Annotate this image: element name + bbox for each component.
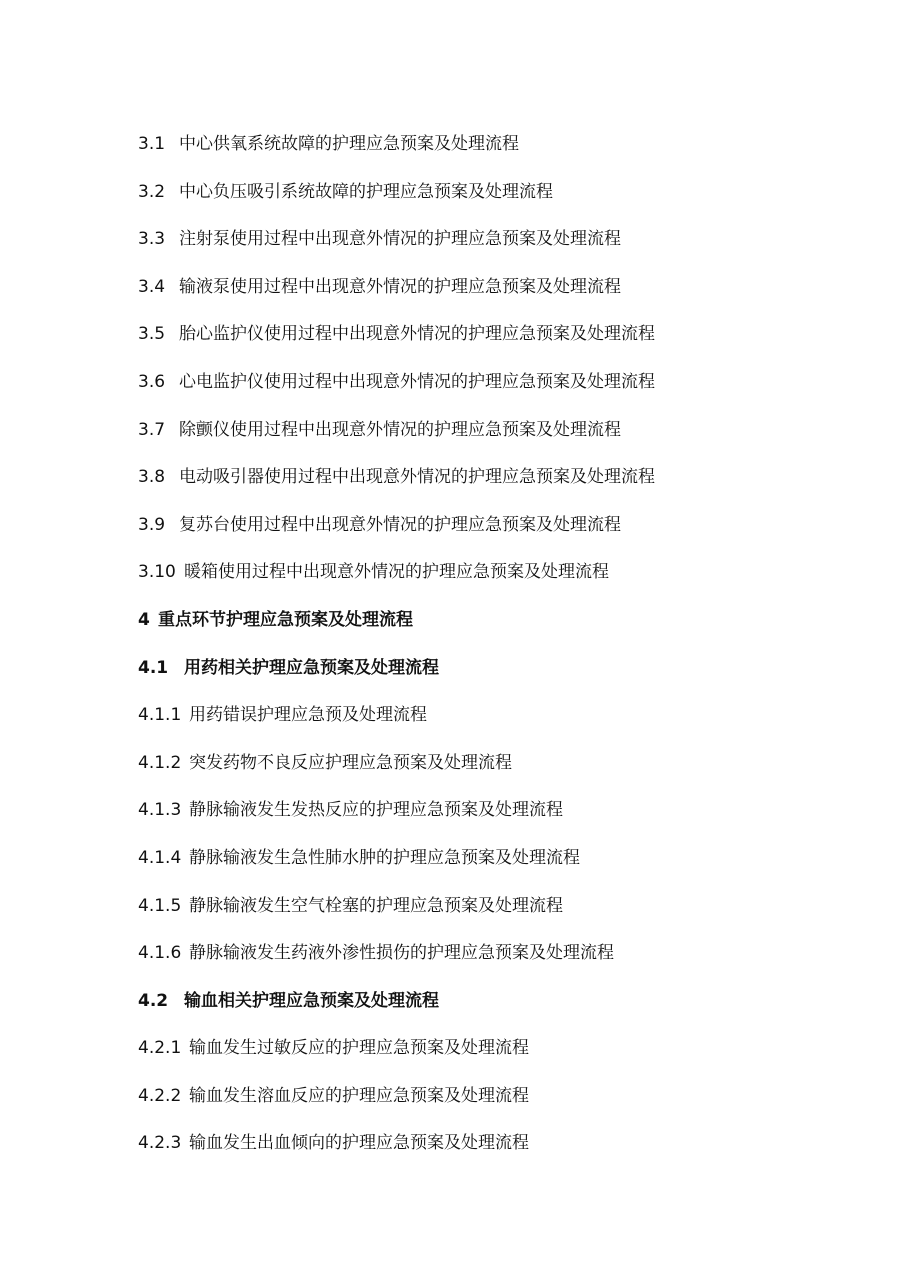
toc-entry: [138, 178, 878, 226]
toc-entry-title: 静脉输液发生空气栓塞的护理应急预案及处理流程: [189, 895, 563, 916]
toc-entry-title: 复苏台使用过程中出现意外情况的护理应急预案及处理流程: [179, 514, 621, 535]
toc-entry-number: 3.7: [138, 419, 166, 440]
toc-entry-title: 输液泵使用过程中出现意外情况的护理应急预案及处理流程: [179, 276, 621, 297]
toc-entry-title: 注射泵使用过程中出现意外情况的护理应急预案及处理流程: [179, 229, 621, 250]
toc-entry-title: 输血发生出血倾向的护理应急预案及处理流程: [189, 1133, 529, 1154]
toc-entry-number: 4.1.1: [138, 705, 182, 726]
toc-entry-title: 输血发生溶血反应的护理应急预案及处理流程: [189, 1085, 529, 1106]
toc-entry: [138, 320, 878, 368]
toc-entry-title: 输血相关护理应急预案及处理流程: [184, 990, 439, 1011]
toc-entry-title: 除颤仪使用过程中出现意外情况的护理应急预案及处理流程: [179, 419, 621, 440]
toc-entry: [138, 463, 878, 511]
toc-entry-title: 突发药物不良反应护理应急预案及处理流程: [189, 752, 512, 773]
toc-entry-number: 4.1.6: [138, 943, 182, 964]
toc-entry-title: 中心供氧系统故障的护理应急预案及处理流程: [179, 134, 519, 154]
toc-entry-number: 4.2.1: [138, 1038, 182, 1059]
toc-entry: [138, 416, 878, 464]
toc-entry: [138, 844, 878, 892]
toc-entry-title: 胎心监护仪使用过程中出现意外情况的护理应急预案及处理流程: [179, 324, 655, 345]
toc-entry-number: 3.8: [138, 467, 166, 488]
toc-entry: [138, 225, 878, 273]
toc-entry-number: 4.1.5: [138, 895, 182, 916]
toc-chapter-heading: [138, 606, 878, 654]
toc-entry-title: 暖箱使用过程中出现意外情况的护理应急预案及处理流程: [184, 562, 609, 583]
toc-entry-number: 4.2: [138, 990, 169, 1011]
toc-section-heading: [138, 654, 878, 702]
table-of-contents: [138, 130, 878, 1177]
toc-entry-number: 3.1: [138, 134, 166, 154]
toc-entry-number: 3.5: [138, 324, 166, 345]
toc-entry: [138, 749, 878, 797]
toc-entry: [138, 1082, 878, 1130]
toc-entry-title: 静脉输液发生急性肺水肿的护理应急预案及处理流程: [189, 847, 580, 868]
toc-entry: [138, 1129, 878, 1177]
toc-entry: [138, 701, 878, 749]
toc-entry: [138, 511, 878, 559]
toc-entry: [138, 273, 878, 321]
toc-entry-number: 4: [138, 609, 150, 630]
toc-entry-number: 3.6: [138, 371, 166, 392]
toc-entry-title: 静脉输液发生发热反应的护理应急预案及处理流程: [189, 800, 563, 821]
toc-entry-title: 中心负压吸引系统故障的护理应急预案及处理流程: [179, 181, 553, 202]
toc-entry-number: 3.10: [138, 562, 176, 583]
toc-entry-number: 4.2.3: [138, 1133, 182, 1154]
toc-entry-number: 3.4: [138, 276, 166, 297]
toc-entry-number: 4.1.2: [138, 752, 182, 773]
toc-entry-title: 静脉输液发生药液外渗性损伤的护理应急预案及处理流程: [189, 943, 614, 964]
toc-entry: [138, 368, 878, 416]
toc-entry: [138, 130, 878, 178]
toc-entry-title: 电动吸引器使用过程中出现意外情况的护理应急预案及处理流程: [179, 467, 655, 488]
toc-entry-number: 3.2: [138, 181, 166, 202]
toc-entry-number: 4.1.4: [138, 847, 182, 868]
toc-entry-title: 输血发生过敏反应的护理应急预案及处理流程: [189, 1038, 529, 1059]
toc-entry: [138, 939, 878, 987]
toc-entry: [138, 892, 878, 940]
toc-entry-number: 3.3: [138, 229, 166, 250]
toc-entry: [138, 796, 878, 844]
toc-entry: [138, 1034, 878, 1082]
toc-entry-title: 心电监护仪使用过程中出现意外情况的护理应急预案及处理流程: [179, 371, 655, 392]
toc-entry-number: 4.1: [138, 657, 169, 678]
toc-entry-title: 用药错误护理应急预及处理流程: [189, 705, 427, 726]
toc-entry-title: 用药相关护理应急预案及处理流程: [184, 657, 439, 678]
toc-entry-number: 4.1.3: [138, 800, 182, 821]
toc-section-heading: [138, 987, 878, 1035]
toc-entry: [138, 558, 878, 606]
toc-entry-title: 重点环节护理应急预案及处理流程: [158, 609, 413, 630]
toc-entry-number: 3.9: [138, 514, 166, 535]
toc-entry-number: 4.2.2: [138, 1085, 182, 1106]
